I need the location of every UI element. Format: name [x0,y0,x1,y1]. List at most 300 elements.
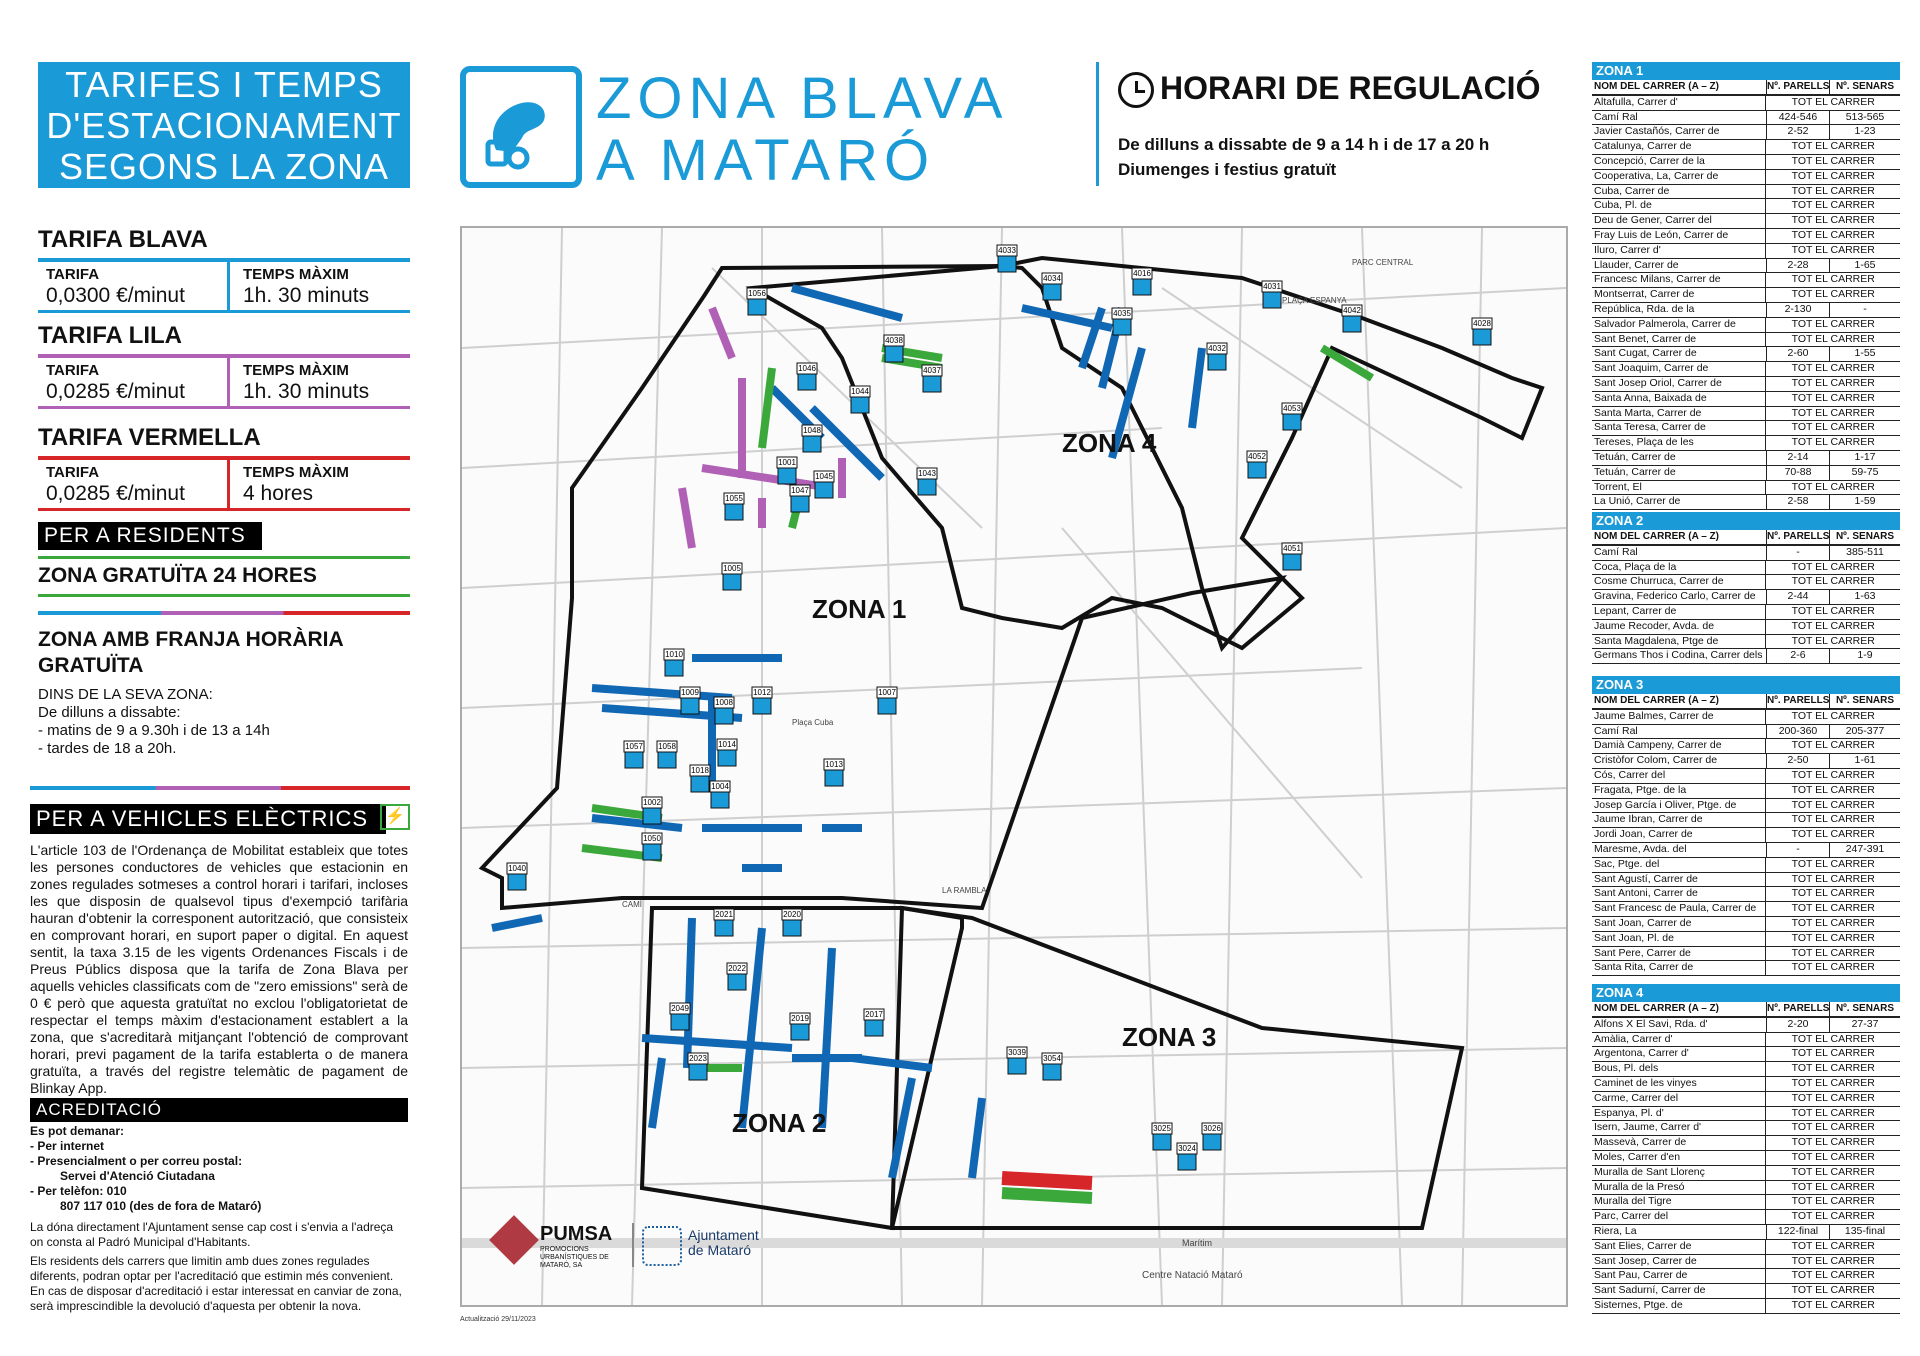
even-range: 424-546 [1766,111,1829,125]
even-range: 2-58 [1766,495,1829,509]
table-row [1592,828,1900,843]
street-name: Parc, Carrer del [1594,1210,1669,1223]
column-header: NOM DEL CARRER (A – Z) [1594,531,1719,542]
street-name: Sant Sadurní, Carrer de [1594,1284,1706,1297]
meter-id: 4037 [923,366,941,375]
street-name: Cuba, Carrer de [1594,184,1670,197]
table-row [1592,125,1900,140]
meter-id: 4051 [1283,544,1301,553]
even-range: 2-28 [1766,259,1829,273]
zona-3-label: ZONA 3 [1122,1022,1217,1052]
franja-heading-1: ZONA AMB FRANJA HORÀRIA [38,628,344,651]
meter-icon [657,741,677,768]
column-header: Nº. SENARS [1829,1002,1900,1016]
meter-id: 1047 [791,486,809,495]
meter-id: 1018 [691,766,709,775]
meter-icon [864,1009,884,1036]
street-name: República, Rda. de la [1594,302,1695,315]
franja-line: - tardes de 18 a 20h. [38,740,177,757]
meter-id: 1002 [643,798,661,807]
range-all: TOT EL CARRER [1765,784,1900,798]
meter-id: 1046 [798,364,816,373]
even-range: 2-44 [1766,590,1829,604]
street-name: Cuba, Pl. de [1594,199,1652,212]
street-name: La Unió, Carrer de [1594,495,1681,508]
update-date: Actualització 29/11/2023 [460,1316,536,1323]
purple-segment [682,488,692,548]
range-all: TOT EL CARRER [1765,155,1900,169]
tarifa-label: TARIFA [46,266,100,283]
table-row [1592,1151,1900,1166]
street-name: Salvador Palmerola, Carrer de [1594,317,1736,330]
divider [227,262,230,310]
street-name: Josep García i Oliver, Ptge. de [1594,798,1737,811]
electrics-bar: PER A VEHICLES ELÈCTRICS [30,804,386,834]
range-all: TOT EL CARRER [1765,1210,1900,1224]
table-row [1592,273,1900,288]
red-segment [1002,1178,1092,1183]
zona-4-label: ZONA 4 [1062,428,1157,458]
column-header: NOM DEL CARRER (A – Z) [1594,81,1719,92]
street-name: Fray Luis de León, Carrer de [1594,228,1729,241]
street-name: Tetuán, Carrer de [1594,450,1676,463]
street-name: Sant Josep Oriol, Carrer de [1594,376,1722,389]
table-row [1592,858,1900,873]
meter-icon [877,687,897,714]
table-row [1592,1195,1900,1210]
range-all: TOT EL CARRER [1765,1166,1900,1180]
table-row [1592,96,1900,111]
column-header: Nº. SENARS [1829,530,1900,544]
tarifa-lila-heading: TARIFA LILA [38,322,182,349]
green-segment [762,368,772,448]
table-row [1592,784,1900,799]
range-all: TOT EL CARRER [1765,1255,1900,1269]
horari-text [1118,132,1489,182]
meter-icon [752,687,772,714]
table-row [1592,347,1900,362]
meter-icon [688,1053,708,1080]
table-row [1592,1225,1900,1240]
range-all: TOT EL CARRER [1765,1299,1900,1313]
temps-label: TEMPS MÀXIM [243,464,349,481]
range-all: TOT EL CARRER [1765,199,1900,213]
range-all: TOT EL CARRER [1765,575,1900,589]
meter-icon [507,863,527,890]
table-row [1592,362,1900,377]
table-row [1592,259,1900,274]
meter-id: 4042 [1343,306,1361,315]
meter-icon [802,425,822,452]
street-name: Concepció, Carrer de la [1594,154,1705,167]
ajuntament-name: Ajuntament de Mataró [688,1227,759,1258]
street-name: Camí Ral [1594,724,1638,737]
meter-icon [690,765,710,792]
street-name: Santa Rita, Carrer de [1594,961,1694,974]
acreditacio-line: - Per internet [30,1139,105,1153]
range-all: TOT EL CARRER [1765,1107,1900,1121]
meter-icon [850,386,870,413]
meter-icon [747,288,767,315]
street-name: Gravina, Federico Carlo, Carrer de [1594,590,1756,603]
acreditacio-p2: Els residents dels carrers que limitin amb dues zones regulades diferents, podran optar per l'acreditació que estimin més convenient. En cas de disposar d'acreditació i estar interessat en canviar de zona, serà imprescindible la devolució d'aquesta per obtenir la nova. [30,1254,402,1313]
even-range: - [1766,546,1829,560]
range-all: TOT EL CARRER [1765,1151,1900,1165]
residents-bar: PER A RESIDENTS [38,522,262,550]
range-all: TOT EL CARRER [1765,244,1900,258]
table-row [1592,725,1900,740]
range-all: TOT EL CARRER [1765,858,1900,872]
temps-label: TEMPS MÀXIM [243,266,349,283]
range-all: TOT EL CARRER [1765,288,1900,302]
blue-segment [652,1058,662,1128]
range-all: TOT EL CARRER [1765,605,1900,619]
street-name: Riera, La [1594,1224,1637,1237]
table-row [1592,466,1900,481]
gratuita-heading: ZONA GRATUÏTA 24 HORES [38,564,317,587]
logo-divider [632,1223,634,1267]
pumsa-sub: PROMOCIONS URBANÍSTIQUES DE MATARÓ, SA [540,1246,609,1269]
horari-line-1: De dilluns a dissabte de 9 a 14 h i de 17 a 20 h [1118,135,1490,154]
tarifa-vermella-heading: TARIFA VERMELLA [38,424,261,451]
green-segment [1002,1193,1092,1198]
meter-icon [790,485,810,512]
purple-segment [702,468,832,488]
meter-icon [1042,1053,1062,1080]
range-all: TOT EL CARRER [1765,1062,1900,1076]
zona-1-label: ZONA 1 [812,594,907,624]
meter-id: 4052 [1248,452,1266,461]
range-all: TOT EL CARRER [1765,813,1900,827]
table-row [1592,739,1900,754]
table-row [1592,799,1900,814]
meter-icon [1202,1123,1222,1150]
city-map[interactable] [460,226,1568,1307]
meter-icon [680,687,700,714]
street-name: Lepant, Carrer de [1594,604,1677,617]
column-header: NOM DEL CARRER (A – Z) [1594,695,1719,706]
main-title-line-1: ZONA BLAVA [596,66,1009,131]
meter-icon [1472,318,1492,345]
table-row [1592,1181,1900,1196]
table-row [1592,1166,1900,1181]
street-label: Centre Natació Mataró [1142,1270,1243,1281]
street-name: Catalunya, Carrer de [1594,140,1692,153]
meter-id: 1045 [815,472,833,481]
acreditacio-p1: La dóna directament l'Ajuntament sense cap cost i s'envia a l'adreça on consta al Padró Municipal d'Habitants. [30,1220,394,1249]
street-name: Sant Agustí, Carrer de [1594,872,1698,885]
street-name: Sac, Ptge. del [1594,857,1660,870]
meter-id: 1058 [658,742,676,751]
table-row [1592,546,1900,561]
meter-id: 4032 [1208,344,1226,353]
range-all: TOT EL CARRER [1765,229,1900,243]
table-row [1592,873,1900,888]
range-all: TOT EL CARRER [1765,481,1900,495]
range-all: TOT EL CARRER [1765,1195,1900,1209]
street-name: Camí Ral [1594,545,1638,558]
street-name: Coca, Plaça de la [1594,560,1677,573]
table-row [1592,185,1900,200]
street-name: Amàlia, Carrer d' [1594,1032,1673,1045]
street-name: Bous, Pl. dels [1594,1062,1659,1075]
table-row [1592,1033,1900,1048]
meter-id: 2019 [791,1014,809,1023]
odd-range: 385-511 [1829,546,1900,560]
tarifa-value: 0,0285 €/minut [46,380,185,403]
blue-segment [592,818,682,828]
zona-2-label: ZONA 2 [732,1108,827,1138]
column-header: Nº. PARELLS [1767,1003,1829,1014]
column-header: NOM DEL CARRER (A – Z) [1594,1003,1719,1014]
meter-id: 1048 [803,426,821,435]
ajuntament-logo-icon [642,1226,682,1266]
column-header: Nº. PARELLS [1767,81,1829,92]
table-row [1592,1018,1900,1033]
range-all: TOT EL CARRER [1765,1136,1900,1150]
table-row [1592,1269,1900,1284]
blue-segment [492,918,542,928]
franja-text [38,686,270,758]
table-row [1592,605,1900,620]
table-row [1592,1255,1900,1270]
odd-range: 135-final [1829,1225,1900,1239]
street-name: Sant Cugat, Carrer de [1594,347,1697,360]
tarifa-label: TARIFA [46,464,100,481]
range-all: TOT EL CARRER [1765,799,1900,813]
main-title-line-2: A MATARÓ [596,128,936,193]
odd-range: 27-37 [1829,1018,1900,1032]
meter-id: 1001 [778,458,796,467]
franja-line: De dilluns a dissabte: [38,704,181,721]
tarifa-value: 0,0285 €/minut [46,482,185,505]
street-name: Sant Francesc de Paula, Carrer de [1594,902,1757,915]
blue-segment [812,408,882,478]
street-name: Sant Pau, Carrer de [1594,1269,1688,1282]
meter-id: 1050 [643,834,661,843]
odd-range: 1-61 [1829,754,1900,768]
meter-icon [1262,281,1282,308]
range-all: TOT EL CARRER [1765,828,1900,842]
street-name: Massevà, Carrer de [1594,1136,1687,1149]
street-name: Sant Benet, Carrer de [1594,332,1697,345]
table-row [1592,561,1900,576]
zone-table-title: ZONA 4 [1592,984,1900,1002]
zona-blava-logo [460,66,582,188]
street-name: Javier Castañós, Carrer de [1594,125,1720,138]
meter-icon [922,365,942,392]
table-row [1592,813,1900,828]
tarifa-lila-box [38,354,410,409]
meter-icon [1177,1143,1197,1170]
meter-id: 4016 [1133,269,1151,278]
meter-id: 2020 [783,910,801,919]
table-row [1592,961,1900,976]
table-row [1592,620,1900,635]
table-row [1592,1240,1900,1255]
street-name: Tereses, Plaça de les [1594,436,1694,449]
meter-id: 2049 [671,1004,689,1013]
street-name: Santa Teresa, Carrer de [1594,421,1706,434]
meter-id: 1012 [753,688,771,697]
street-name: Cós, Carrer del [1594,768,1666,781]
table-row [1592,495,1900,510]
even-range: 200-360 [1766,725,1829,739]
tarifa-blava-heading: TARIFA BLAVA [38,226,208,253]
table-row [1592,635,1900,650]
zona-2-table [1592,512,1900,664]
table-row [1592,769,1900,784]
table-row [1592,1062,1900,1077]
column-header: Nº. PARELLS [1767,695,1829,706]
meter-id: 1055 [725,494,743,503]
range-all: TOT EL CARRER [1765,710,1900,724]
column-header: Nº. SENARS [1829,694,1900,708]
acreditacio-list [30,1124,261,1214]
meter-icon [1207,343,1227,370]
odd-range: 1-17 [1829,451,1900,465]
meter-icon [710,781,730,808]
range-all: TOT EL CARRER [1765,170,1900,184]
meter-id: 1004 [711,782,729,791]
range-all: TOT EL CARRER [1765,407,1900,421]
zona-3-table [1592,676,1900,976]
table-row [1592,214,1900,229]
range-all: TOT EL CARRER [1765,902,1900,916]
odd-range: 205-377 [1829,725,1900,739]
meter-icon [1342,305,1362,332]
meter-id: 1010 [665,650,683,659]
table-row [1592,590,1900,605]
table-row [1592,1284,1900,1299]
meter-icon [714,697,734,724]
acreditacio-line: - Per telèfon: 010 [30,1184,127,1198]
meter-icon [722,563,742,590]
clock-icon [1118,72,1154,108]
street-name: Sant Joan, Pl. de [1594,931,1674,944]
table-row [1592,244,1900,259]
street-name: Santa Magdalena, Ptge de [1594,634,1719,647]
odd-range: - [1829,303,1900,317]
street-name: Isern, Jaume, Carrer d' [1594,1121,1702,1134]
meter-id: 3025 [1153,1124,1171,1133]
meter-icon [1282,543,1302,570]
table-row [1592,1121,1900,1136]
street-name: Camí Ral [1594,110,1638,123]
green-divider [38,556,410,559]
table-row [1592,710,1900,725]
table-row [1592,229,1900,244]
street-name: Sant Elies, Carrer de [1594,1239,1692,1252]
range-all: TOT EL CARRER [1765,1077,1900,1091]
meter-id: 4034 [1043,274,1061,283]
street-name: Jordi Joan, Carrer de [1594,828,1693,841]
meter-id: 1057 [625,742,643,751]
franja-heading-2: GRATUÏTA [38,654,144,677]
table-row [1592,947,1900,962]
meter-icon [790,1013,810,1040]
blue-segment [792,288,902,318]
range-all: TOT EL CARRER [1765,1121,1900,1135]
meter-id: 2022 [728,964,746,973]
street-name: Torrent, El [1594,480,1642,493]
table-row [1592,1047,1900,1062]
tarifa-vermella-box [38,456,410,511]
table-row [1592,1299,1900,1314]
street-name: Iluro, Carrer d' [1594,243,1661,256]
street-name: Cristòfor Colom, Carrer de [1594,754,1718,767]
blue-segment [1082,308,1102,368]
tricolor-divider [38,611,410,615]
range-all: TOT EL CARRER [1765,436,1900,450]
street-name: Argentona, Carrer d' [1594,1047,1689,1060]
meter-id: 1014 [718,740,736,749]
meter-icon [814,471,834,498]
meter-id: 1008 [715,698,733,707]
meter-icon [714,909,734,936]
street-name: Francesc Milans, Carrer de [1594,273,1721,286]
table-row [1592,421,1900,436]
title-line-2: D'ESTACIONAMENT [46,104,402,146]
meter-icon [797,363,817,390]
meter-id: 1040 [508,864,526,873]
meter-icon [777,457,797,484]
meter-icon [664,649,684,676]
range-all: TOT EL CARRER [1765,214,1900,228]
table-row [1592,887,1900,902]
meter-icon [642,797,662,824]
table-row [1592,140,1900,155]
meter-icon [1152,1123,1172,1150]
meter-id: 4038 [885,336,903,345]
title-line-1: TARIFES I TEMPS [65,63,383,105]
table-row [1592,318,1900,333]
odd-range: 1-9 [1829,649,1900,663]
meter-icon [1247,451,1267,478]
odd-range: 1-23 [1829,125,1900,139]
even-range: 122-final [1766,1225,1829,1239]
street-name: Cosme Churruca, Carrer de [1594,575,1724,588]
range-all: TOT EL CARRER [1765,377,1900,391]
street-name: Espanya, Pl. d' [1594,1106,1664,1119]
zone-table-title: ZONA 1 [1592,62,1900,80]
meter-icon [1282,403,1302,430]
even-range: 2-14 [1766,451,1829,465]
meter-id: 4053 [1283,404,1301,413]
meter-icon [917,468,937,495]
title-box [38,62,410,188]
range-all: TOT EL CARRER [1765,273,1900,287]
street-name: Sant Pere, Carrer de [1594,946,1691,959]
street-name: Santa Anna, Baixada de [1594,391,1707,404]
meter-id: 3039 [1008,1048,1026,1057]
range-all: TOT EL CARRER [1765,635,1900,649]
range-all: TOT EL CARRER [1765,1240,1900,1254]
range-all: TOT EL CARRER [1765,318,1900,332]
meter-icon [1007,1047,1027,1074]
range-all: TOT EL CARRER [1765,932,1900,946]
meter-id: 2023 [689,1054,707,1063]
table-row [1592,111,1900,126]
table-row [1592,1077,1900,1092]
range-all: TOT EL CARRER [1765,333,1900,347]
street-name: Montserrat, Carrer de [1594,288,1695,301]
street-name: Sant Antoni, Carrer de [1594,887,1698,900]
meter-id: 1044 [851,387,869,396]
odd-range: 1-55 [1829,347,1900,361]
street-name: Caminet de les vinyes [1594,1076,1697,1089]
tarifa-blava-box [38,258,410,313]
